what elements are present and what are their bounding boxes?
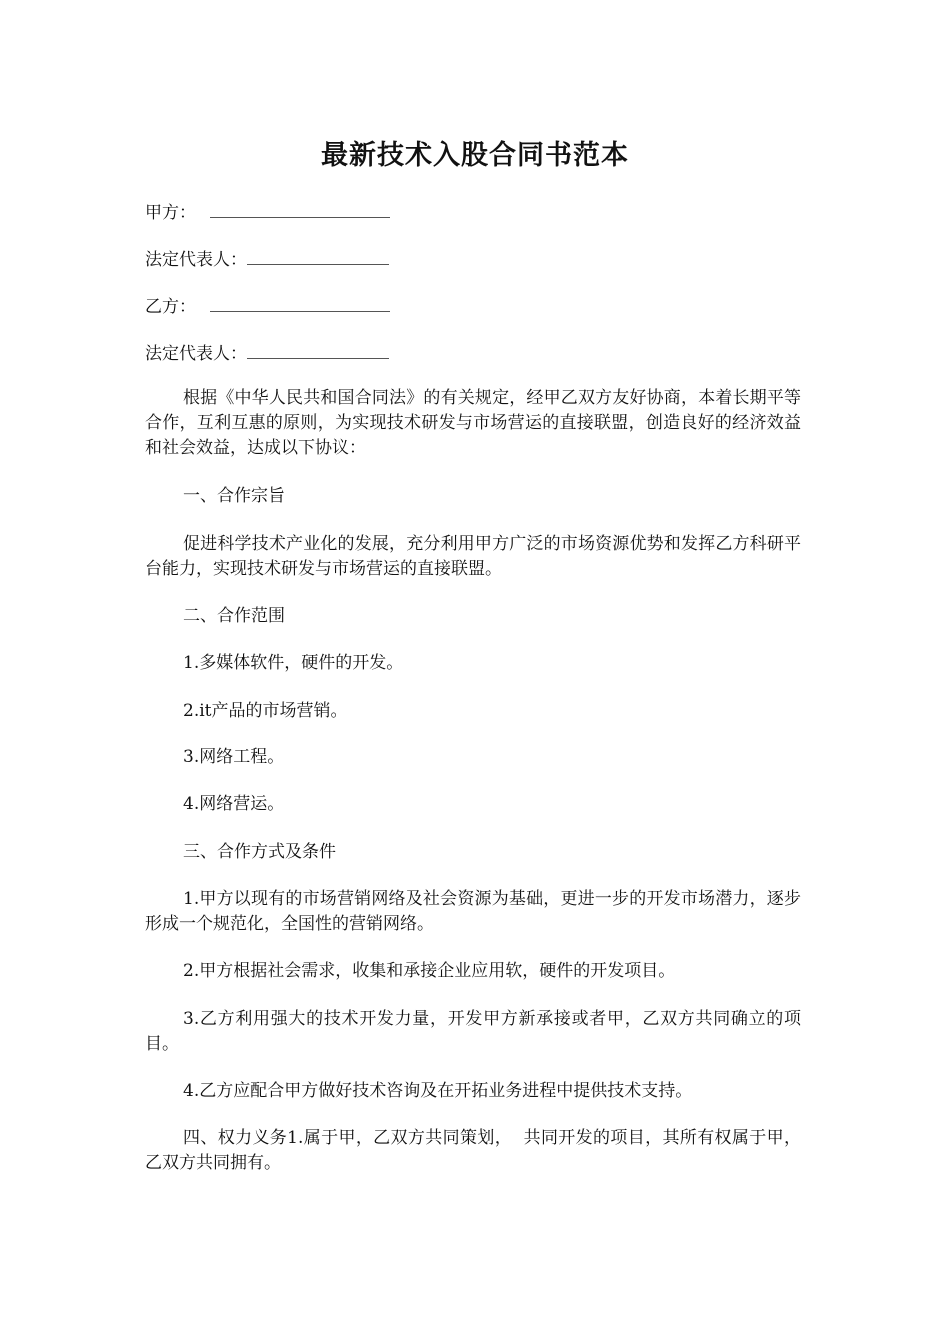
section-2-item: 4.网络营运。	[183, 794, 285, 814]
party-b-label: 乙方：	[145, 297, 196, 317]
party-a-label: 甲方：	[145, 203, 196, 223]
party-b-rep-label: 法定代表人：	[145, 344, 247, 364]
section-2-item: 3.网络工程。	[183, 747, 285, 767]
party-a-blank	[210, 200, 390, 218]
party-b-rep-blank	[247, 341, 389, 359]
section-3-item: 2.甲方根据社会需求，收集和承接企业应用软，硬件的开发项目。	[183, 961, 676, 981]
section-3-item: 3.乙方利用强大的技术开发力量，开发甲方新承接或者甲，乙双方共同确立的项目。	[145, 1009, 801, 1054]
party-a-rep-label: 法定代表人：	[145, 250, 247, 270]
party-b-line	[145, 294, 390, 318]
section-1-body: 促进科学技术产业化的发展，充分利用甲方广泛的市场资源优势和发挥乙方科研平台能力，实现技术研发与市场营运的直接联盟。	[145, 534, 801, 579]
party-b-blank	[210, 294, 390, 312]
section-3-heading: 三、合作方式及条件	[183, 842, 336, 862]
section-3-item: 4.乙方应配合甲方做好技术咨询及在开拓业务进程中提供技术支持。	[183, 1081, 693, 1101]
section-4-paragraph: 四、权力义务1.属于甲，乙双方共同策划， 共同开发的项目，其所有权属于甲，乙双方共同拥有。	[145, 1128, 801, 1173]
party-b-rep-line	[145, 341, 389, 365]
section-2-heading: 二、合作范围	[183, 606, 285, 626]
party-a-rep-line	[145, 247, 389, 271]
section-3-item: 1.甲方以现有的市场营销网络及社会资源为基础，更进一步的开发市场潜力，逐步形成一个规范化，全国性的营销网络。	[145, 889, 801, 934]
document-title: 最新技术入股合同书范本	[321, 140, 629, 171]
section-2-item: 1.多媒体软件，硬件的开发。	[183, 653, 404, 673]
section-2-item: 2.it产品的市场营销。	[183, 701, 348, 721]
party-a-line	[145, 200, 390, 224]
intro-paragraph: 根据《中华人民共和国合同法》的有关规定，经甲乙双方友好协商，本着长期平等合作，互利互惠的原则，为实现技术研发与市场营运的直接联盟，创造良好的经济效益和社会效益，达成以下协议：	[145, 388, 801, 458]
section-1-heading: 一、合作宗旨	[183, 486, 285, 506]
party-a-rep-blank	[247, 247, 389, 265]
